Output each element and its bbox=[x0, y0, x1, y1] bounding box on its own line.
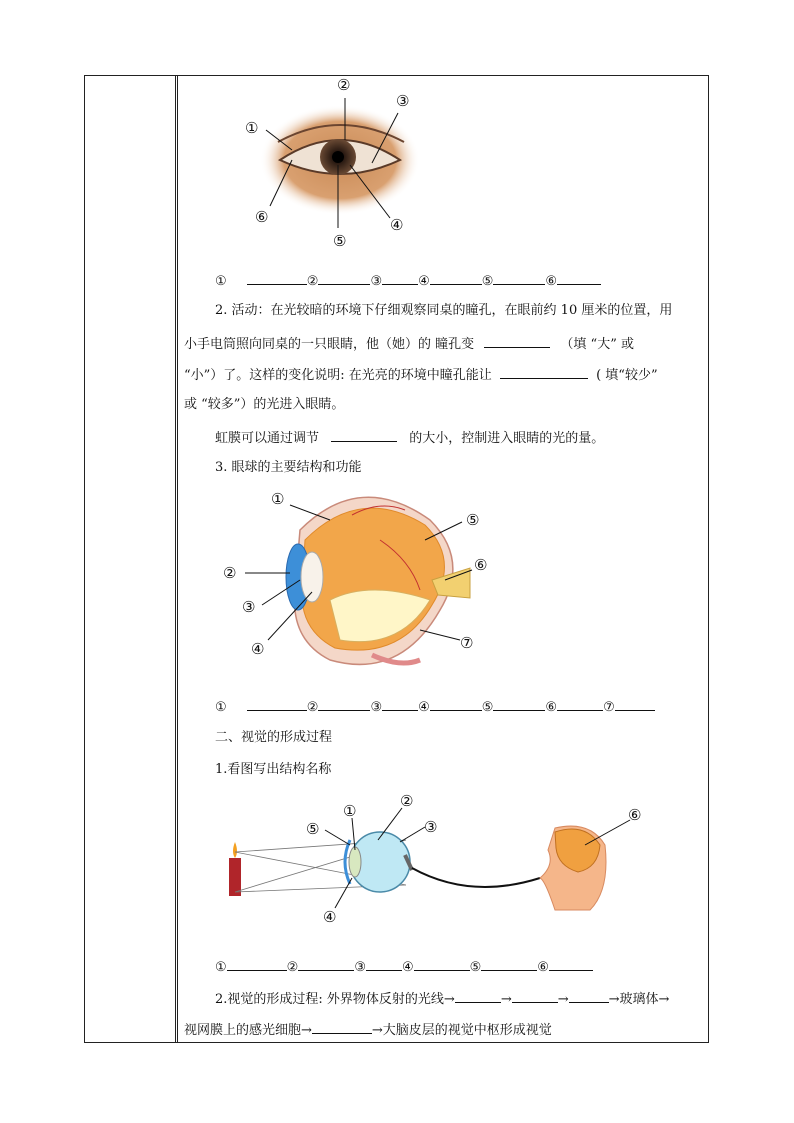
ans-mark: ③ bbox=[354, 960, 366, 975]
ans-mark: ⑤ bbox=[469, 960, 482, 975]
eye-label-2: ② bbox=[337, 76, 351, 94]
answer-blank[interactable] bbox=[298, 958, 354, 971]
process-arrow: → bbox=[500, 992, 512, 1007]
activity-text: 的大小，控制进入眼睛的光的量。 bbox=[409, 431, 605, 446]
eyeball-label-4: ④ bbox=[251, 640, 265, 658]
ans-mark: ① bbox=[215, 274, 227, 289]
answer-blank[interactable] bbox=[366, 958, 402, 971]
ans-mark: ⑥ bbox=[537, 960, 549, 975]
eyeball-label-1: ① bbox=[271, 490, 285, 508]
ans-mark: ④ bbox=[418, 700, 430, 715]
path-label-4: ④ bbox=[323, 908, 337, 926]
ans-mark: ② bbox=[286, 960, 299, 975]
process-arrow: → bbox=[557, 992, 569, 1007]
ans-mark: ③ bbox=[370, 274, 383, 289]
ans-mark: ④ bbox=[418, 274, 430, 289]
path-label-5: ⑤ bbox=[306, 820, 320, 838]
activity-text: “小”）了。这样的变化说明: 在光亮的环境中瞳孔能让 bbox=[184, 368, 492, 383]
section3-title: 3. 眼球的主要结构和功能 bbox=[215, 460, 362, 475]
answer-blank[interactable] bbox=[414, 958, 470, 971]
eyeball-label-3: ③ bbox=[242, 598, 256, 616]
ans-mark: ④ bbox=[401, 960, 414, 975]
eyeball-label-7: ⑦ bbox=[460, 634, 474, 652]
ans-mark: ⑥ bbox=[545, 274, 558, 289]
process-blank[interactable] bbox=[512, 990, 558, 1003]
ans-mark: ② bbox=[306, 700, 319, 715]
eyeball-label-2: ② bbox=[223, 564, 237, 582]
process-blank[interactable] bbox=[312, 1021, 372, 1034]
process-text: 2.视觉的形成过程: 外界物体反射的光线→ bbox=[215, 992, 455, 1007]
activity-text: 小手电筒照向同桌的一只眼睛，他（她）的 瞳孔变 bbox=[184, 337, 475, 352]
ans-mark: ⑤ bbox=[481, 274, 494, 289]
process-blank[interactable] bbox=[569, 990, 609, 1003]
eye-label-1: ① bbox=[245, 119, 259, 137]
eyeball-label-6: ⑥ bbox=[474, 556, 488, 574]
path-label-6: ⑥ bbox=[628, 806, 642, 824]
process-line-2 bbox=[184, 1021, 552, 1039]
section-two-title: 二、视觉的形成过程 bbox=[215, 730, 333, 745]
activity-text: 虹膜可以通过调节 bbox=[215, 431, 320, 446]
eye-label-6: ⑥ bbox=[255, 208, 269, 226]
path-label-3: ③ bbox=[424, 818, 438, 836]
process-line-1 bbox=[215, 990, 669, 1008]
path-label-1: ① bbox=[343, 802, 357, 820]
activity-text: （填 “大” 或 bbox=[560, 337, 634, 352]
eyeball-label-5: ⑤ bbox=[466, 511, 480, 529]
answer-blank[interactable] bbox=[549, 958, 593, 971]
process-text: 玻璃体→ bbox=[619, 992, 670, 1007]
answer-blank[interactable] bbox=[227, 958, 287, 971]
ans-mark: ② bbox=[306, 274, 319, 289]
answer-blank[interactable] bbox=[481, 958, 537, 971]
eye-label-5: ⑤ bbox=[333, 232, 347, 250]
ans-mark: ⑥ bbox=[545, 700, 558, 715]
activity-line-4: 或 “较多”）的光进入眼睛。 bbox=[184, 397, 345, 412]
process-text: →大脑皮层的视觉中枢形成视觉 bbox=[371, 1023, 552, 1038]
ans-mark: ③ bbox=[370, 700, 383, 715]
ans-mark: ⑦ bbox=[603, 700, 615, 715]
ans-mark: ⑤ bbox=[481, 700, 494, 715]
ans-mark: ① bbox=[215, 700, 227, 715]
activity-line-1: 2. 活动：在光较暗的环境下仔细观察同桌的瞳孔，在眼前约 10 厘米的位置，用 bbox=[215, 303, 673, 318]
process-arrow: → bbox=[608, 992, 620, 1007]
eye-label-3: ③ bbox=[396, 92, 410, 110]
ans-mark: ① bbox=[215, 960, 227, 975]
eye-label-4: ④ bbox=[390, 216, 404, 234]
process-blank[interactable] bbox=[455, 990, 501, 1003]
section-two-sub1: 1.看图写出结构名称 bbox=[215, 762, 332, 777]
path-label-2: ② bbox=[400, 792, 414, 810]
process-text: 视网膜上的感光细胞→ bbox=[184, 1023, 312, 1038]
fig3-answer-line bbox=[215, 958, 593, 976]
activity-text: ( 填“较少” bbox=[596, 368, 658, 383]
